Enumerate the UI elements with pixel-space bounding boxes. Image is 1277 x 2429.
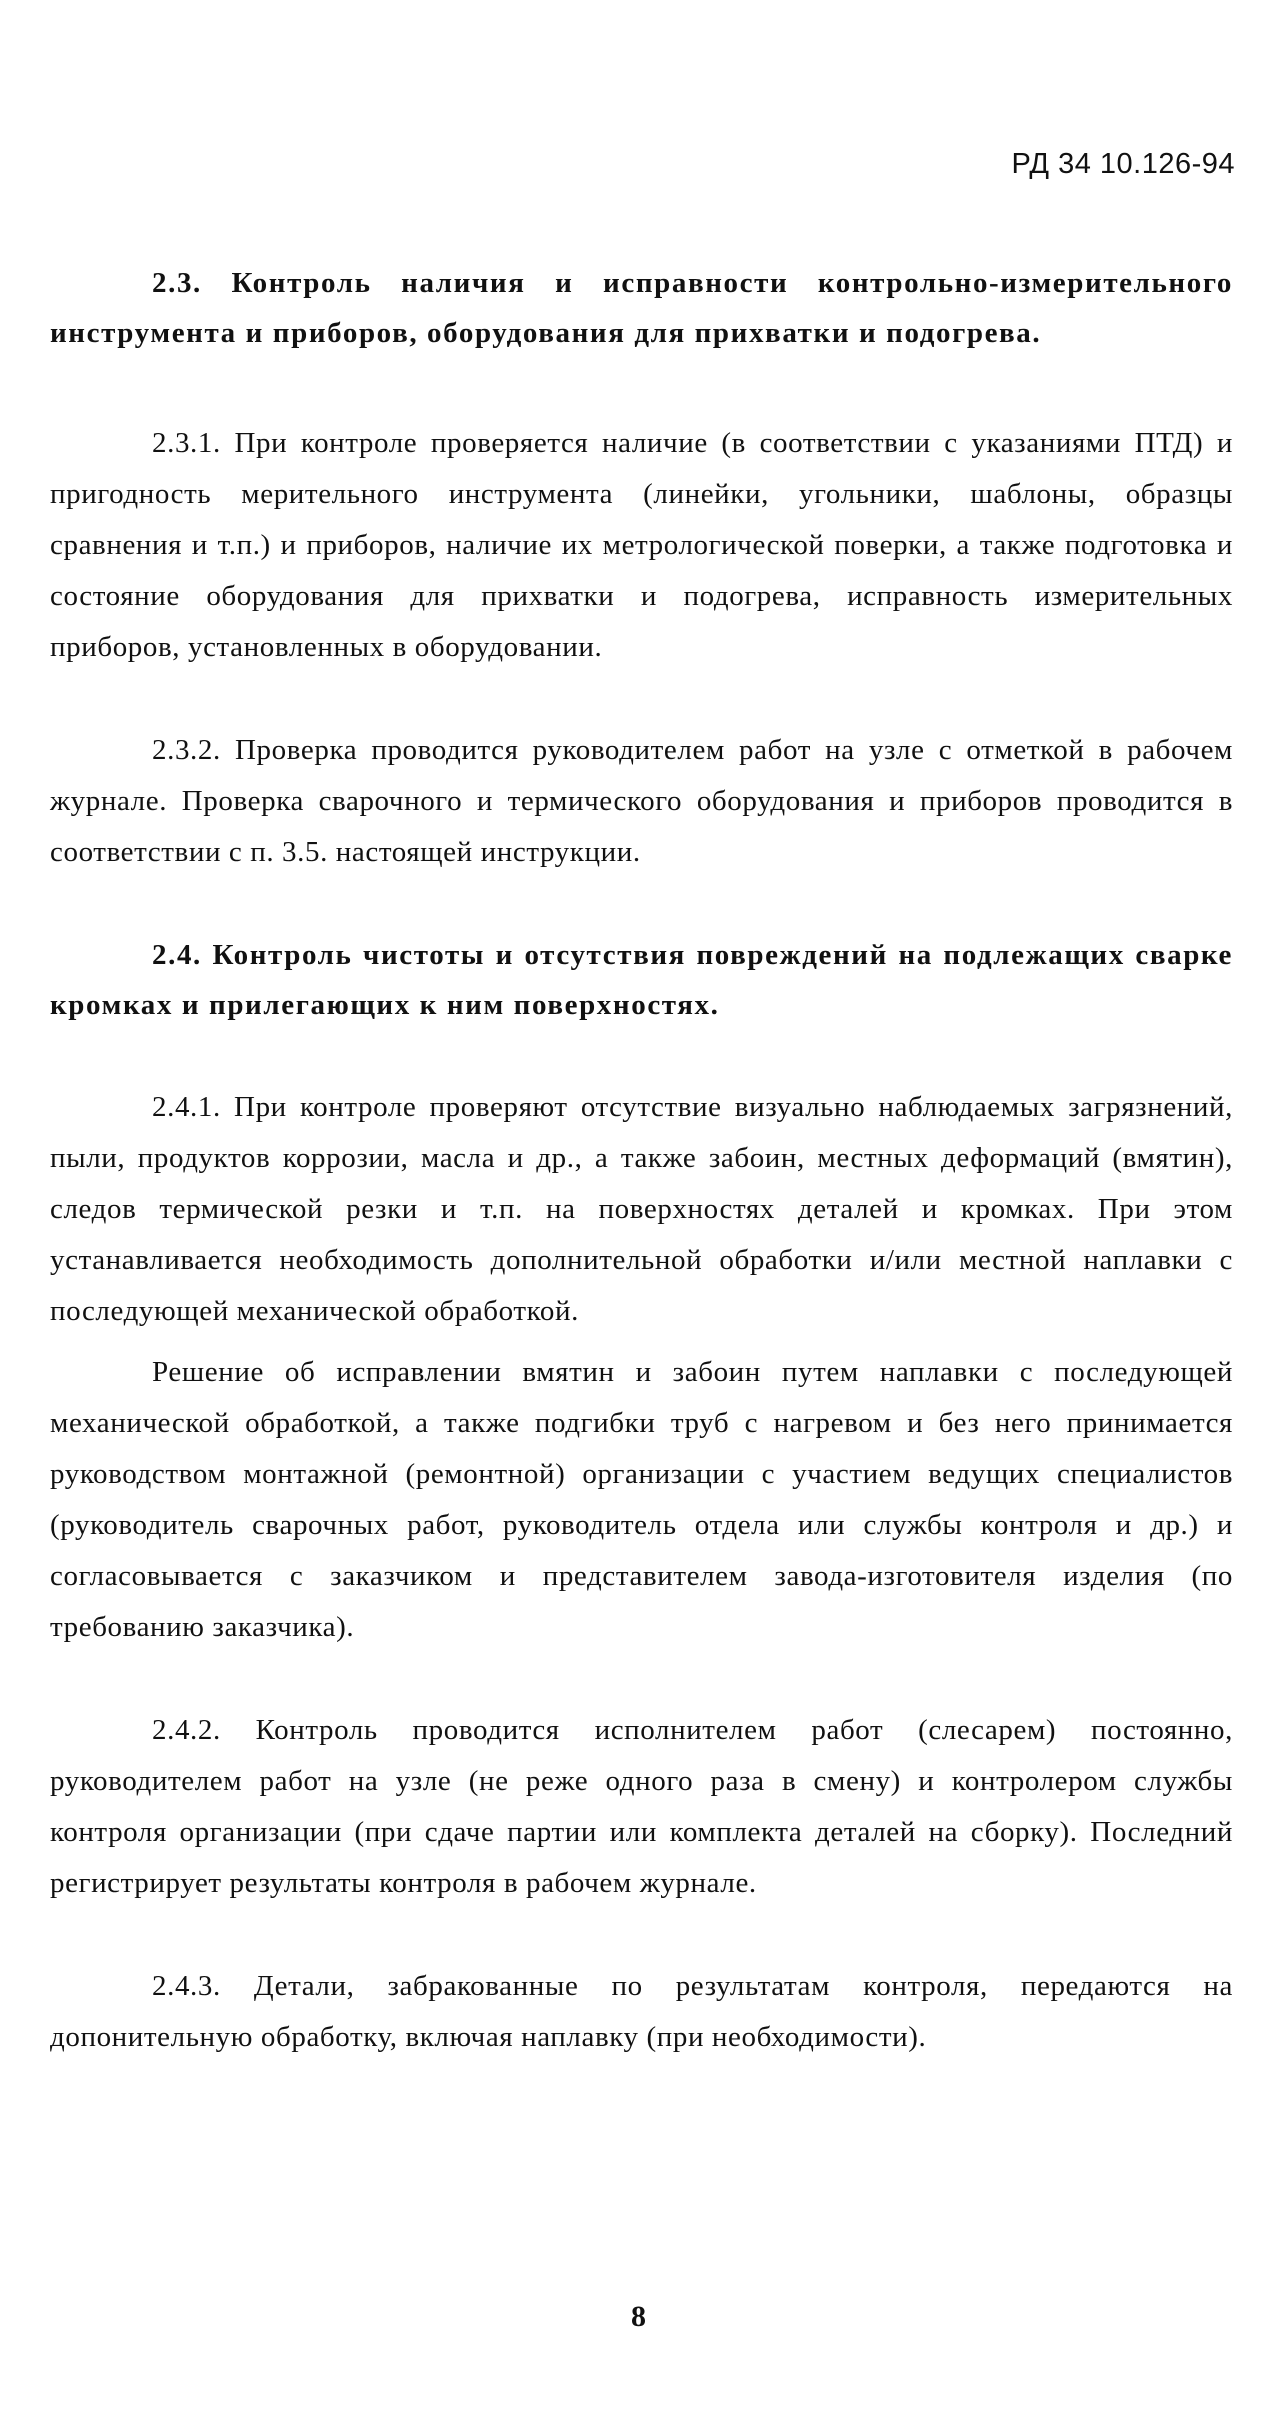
section-heading-2-4: 2.4. Контроль чистоты и отсутствия повреждений на подлежащих сварке кромках и прилегающих к ним поверхностях. (50, 939, 1233, 1021)
paragraph-2-4-1-decision: Решение об исправлении вмятин и забоин путем наплавки с последующей механической обработкой, а также подгибки труб с нагревом и без него принимается руководством монтажной (ремонтной) организации с участием ведущих специалистов (руководитель сварочных работ, руководитель отдела или службы контроля и др.) и согласовывается с заказчиком и представителем завода-изготовителя изделия (по требованию заказчика). (50, 1356, 1233, 1643)
paragraph-2-4-3: 2.4.3. Детали, забракованные по результатам контроля, передаются на допонительную обработку, включая наплавку (при необходимости). (50, 1970, 1233, 2053)
paragraph-2-4-1: 2.4.1. При контроле проверяют отсутствие визуально наблюдаемых загрязнений, пыли, продуктов коррозии, масла и др., а также забоин, местных деформаций (вмятин), следов термической резки и т.п. на поверхностях деталей и кромках. При этом устанавливается необходимость дополнительной обработки и/или местной наплавки с последующей механической обработкой. (50, 1091, 1233, 1327)
document-code: РД 34 10.126-94 (1011, 148, 1235, 180)
paragraph-2-3-2: 2.3.2. Проверка проводится руководителем работ на узле с отметкой в рабочем журнале. Проверка сварочного и термического оборудования и приборов проводится в соответствии с п. 3.5. настоящей инструкции. (50, 734, 1233, 868)
paragraph-2-3-1: 2.3.1. При контроле проверяется наличие (в соответствии с указаниями ПТД) и пригодность мерительного инструмента (линейки, угольники, шаблоны, образцы сравнения и т.п.) и приборов, наличие их метрологической поверки, а также подготовка и состояние оборудования для прихватки и подогрева, исправность измерительных приборов, установленных в оборудовании. (50, 427, 1233, 663)
document-body (50, 258, 1233, 2063)
section-heading-2-3: 2.3. Контроль наличия и исправности контрольно-измерительного инструмента и приборов, оборудования для прихватки и подогрева. (50, 267, 1233, 349)
page-number: 8 (631, 2300, 646, 2333)
paragraph-2-4-2: 2.4.2. Контроль проводится исполнителем работ (слесарем) постоянно, руководителем работ на узле (не реже одного раза в смену) и контролером службы контроля организации (при сдаче партии или комплекта деталей на сборку). Последний регистрирует результаты контроля в рабочем журнале. (50, 1714, 1233, 1899)
